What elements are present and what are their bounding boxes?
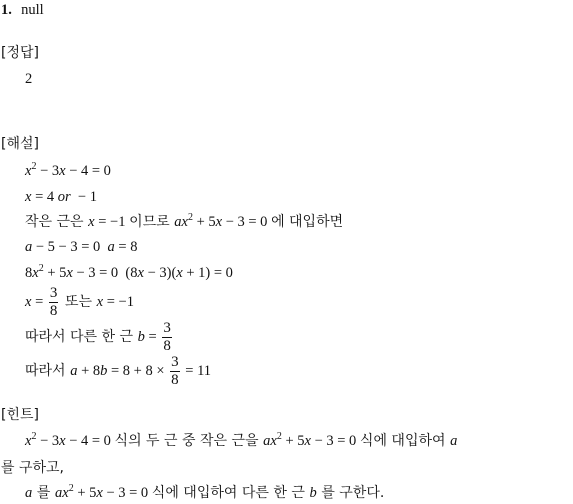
question-number: 1. [1, 2, 12, 18]
hint-header: [힌트] [1, 407, 39, 423]
explanation-line-2: x = 4 or − 1 [25, 189, 97, 205]
explanation-line-8: 따라서 a + 8b = 8 + 8 × $\frac{3}{8}$ = 11 [25, 353, 212, 388]
hint-line-3: a 를 $ax^2 + 5x - 3 = 0$ 식에 대입하여 다른 한 근 b 를 구한다. [25, 483, 385, 501]
answer-header: [정답] [1, 45, 39, 61]
question-line [1, 1, 44, 19]
explanation-line-3: 작은 근은 x = −1 이므로 $ax^2 + 5x - 3 = 0$ 에 대입하면 [25, 212, 344, 230]
hint-line-2: 를 구하고, [1, 460, 64, 476]
explanation-line-6: x = $\frac{3}{8}$ 또는 x = −1 [25, 284, 134, 319]
hint-line-1: $x^2 - 3x - 4 = 0$ 식의 두 근 중 작은 근을 $ax^2 + 5x - 3 = 0$ 식에 대입하여 a [25, 431, 458, 449]
explanation-line-4: a − 5 − 3 = 0 a = 8 [25, 239, 138, 255]
explanation-line-5: $8x^2 + 5x - 3 = 0$ (8x − 3)(x + 1) = 0 [25, 263, 233, 281]
explanation-line-7: 따라서 다른 한 근 b = $\frac{3}{8}$ [25, 319, 171, 354]
explanation-line-1: $x^2 - 3x - 4 = 0$ [25, 161, 111, 179]
question-text: null [21, 2, 44, 18]
answer-value: 2 [25, 71, 33, 87]
explanation-header: [해설] [1, 136, 39, 152]
